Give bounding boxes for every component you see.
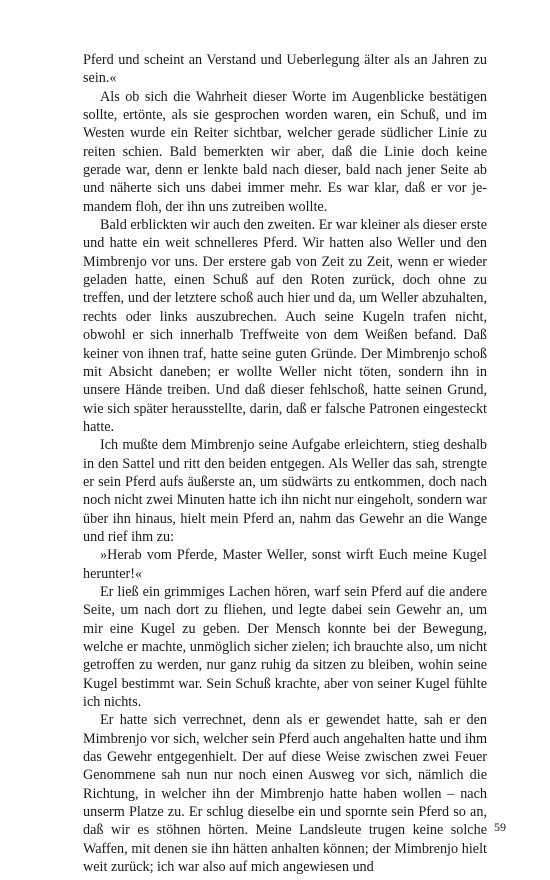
paragraph-5: »Herab vom Pferde, Master Weller, sonst wirft Euch meine Kugel herunter!« bbox=[83, 547, 487, 582]
paragraph-1: Pferd und scheint an Verstand und Ueberlegung älter als an Jahren zu sein.« bbox=[83, 52, 487, 87]
page-number: 59 bbox=[494, 820, 506, 834]
paragraph-6: Er ließ ein grimmiges Lachen hören, warf sein Pferd auf die andere Seite, um nach dort zu fliehen, und legte dabei sein Gewehr an, um mir eine Kugel zu geben. Der Mensch konnte bei der Bewegung, welche er machte, unmöglich sicher zielen; ich brauchte also, um nicht getroffen zu werden, nur ganz ruhig da sitzen zu bleiben, wohin seine Kugel bestimmt war. Sein Schuß krachte, aber von seiner Kugel fühlte ich nichts. bbox=[83, 583, 487, 711]
paragraph-3: Bald erblickten wir auch den zweiten. Er war kleiner als dieser erste und hatte ein weit schnelleres Pferd. Wir hatten also Weller und den Mimbrenjo vor uns. Der erstere gab von Zeit zu Zeit, wenn er wieder geladen hatte, einen Schuß auf den Roten zurück, doch ohne zu treffen, und der letztere schoß auch hier und da, um Weller abzuhalten, rechts oder links auszubrechen. Auch seine Kugeln trafen nicht, obwohl er sich innerhalb Treffweite von dem Weißen befand. Daß keiner von ihnen traf, hatte seine guten Gründe. Der Mimbrenjo schoß mit Absicht daneben; er wollte Weller nicht töten, sondern ihn in unsere Hände treiben. Und daß dieser fehlschoß, hatte seinen Grund, wie sich später herausstellte, darin, daß er falsche Patronen eingesteckt hatte. bbox=[83, 217, 487, 435]
page-body bbox=[83, 51, 487, 876]
paragraph-7: Er hatte sich verrechnet, denn als er gewendet hatte, sah er den Mimbrenjo vor sich, welcher sein Pferd auch angehalten hatte und ihm das Gewehr entgegenhielt. Der auf diese Weise zwischen zwei Feuer Genommene sah nun nur noch einen Ausweg vor sich, nämlich die Richtung, in welcher ihn der Mimbrenjo hatte haben wollen – nach unserm Platze zu. Er schlug dieselbe ein und spornte sein Pferd so an, daß wir es stöhnen hörten. Meine Landsleute trugen keine solche Waffen, mit denen sie ihn hätten anhalten können; der Mimbrenjo hielt weit zurück; ich war also auf mich angewiesen und bbox=[83, 712, 487, 876]
paragraph-2: Als ob sich die Wahrheit dieser Worte im Augenblicke bestätigen sollte, ertönte, als sie gesprochen worden waren, ein Schuß, und im Westen wurde ein Reiter sichtbar, welcher gerade südlicher Linie zu reiten schien. Bald bemerkten wir aber, daß die Linie doch keine gerade war, denn er lenkte bald nach dieser, bald nach jener Seite ab und näherte sich uns dabei immer mehr. Es war klar, daß er vor jemandem floh, der ihn uns zutreiben wollte. bbox=[83, 88, 487, 215]
paragraph-4: Ich mußte dem Mimbrenjo seine Aufgabe erleichtern, stieg deshalb in den Sattel und ritt den beiden entgegen. Als Weller das sah, strengte er sein Pferd aufs äußerste an, um südwärts zu entkommen, doch nach noch nicht zwei Minuten hatte ich ihn nicht nur eingeholt, sondern war über ihn hinaus, hielt mein Pferd an, nahm das Gewehr an die Wange und rief ihm zu: bbox=[83, 437, 487, 545]
